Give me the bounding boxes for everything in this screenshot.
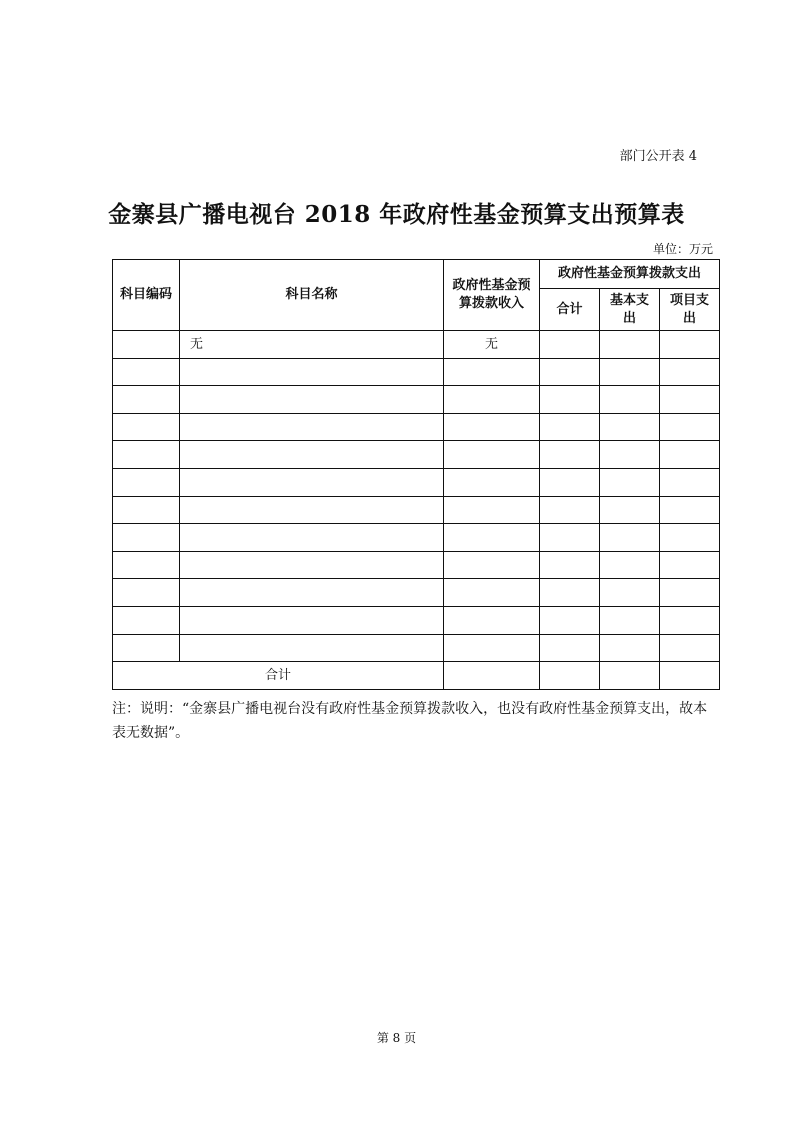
cell-total bbox=[540, 331, 600, 359]
cell-subject-name bbox=[180, 441, 444, 469]
cell-project-expenditure bbox=[660, 524, 720, 552]
cell-project-expenditure bbox=[660, 441, 720, 469]
cell-fund-income bbox=[444, 441, 540, 469]
cell-total bbox=[540, 606, 600, 634]
table-row bbox=[113, 331, 720, 359]
cell-subject-name bbox=[180, 634, 444, 662]
cell-fund-income: 无 bbox=[444, 331, 540, 359]
table-row bbox=[113, 468, 720, 496]
cell-subject-name bbox=[180, 551, 444, 579]
cell-basic-expenditure bbox=[600, 413, 660, 441]
total-row-label: 合计 bbox=[113, 662, 444, 690]
table-row bbox=[113, 579, 720, 607]
table-row bbox=[113, 524, 720, 552]
cell-subject-code bbox=[113, 441, 180, 469]
table-row bbox=[113, 551, 720, 579]
cell-basic-expenditure bbox=[600, 524, 660, 552]
cell-subject-code bbox=[113, 634, 180, 662]
cell-subject-name bbox=[180, 413, 444, 441]
cell-subject-name bbox=[180, 524, 444, 552]
cell-total bbox=[540, 579, 600, 607]
cell-basic-expenditure bbox=[600, 386, 660, 414]
table-row bbox=[113, 634, 720, 662]
cell-subject-code bbox=[113, 358, 180, 386]
cell-total bbox=[540, 634, 600, 662]
cell-subject-code bbox=[113, 551, 180, 579]
cell-fund-income bbox=[444, 579, 540, 607]
total-row-cell bbox=[660, 662, 720, 690]
cell-basic-expenditure bbox=[600, 606, 660, 634]
cell-project-expenditure bbox=[660, 551, 720, 579]
cell-fund-income bbox=[444, 634, 540, 662]
cell-fund-income bbox=[444, 524, 540, 552]
cell-subject-name bbox=[180, 358, 444, 386]
cell-subject-code bbox=[113, 496, 180, 524]
cell-basic-expenditure bbox=[600, 468, 660, 496]
cell-project-expenditure bbox=[660, 386, 720, 414]
cell-total bbox=[540, 524, 600, 552]
cell-fund-income bbox=[444, 358, 540, 386]
explanatory-note: 注：说明：“金寨县广播电视台没有政府性基金预算拨款收入，也没有政府性基金预算支出，故本表无数据”。 bbox=[112, 701, 708, 741]
cell-project-expenditure bbox=[660, 579, 720, 607]
header-subject-code: 科目编码 bbox=[113, 260, 180, 331]
unit-label: 单位：万元 bbox=[652, 242, 713, 256]
cell-subject-name bbox=[180, 606, 444, 634]
cell-total bbox=[540, 468, 600, 496]
header-fund-income: 政府性基金预算拨款收入 bbox=[444, 260, 540, 331]
cell-basic-expenditure bbox=[600, 441, 660, 469]
cell-total bbox=[540, 413, 600, 441]
cell-project-expenditure bbox=[660, 634, 720, 662]
cell-basic-expenditure bbox=[600, 579, 660, 607]
total-row bbox=[113, 662, 720, 690]
page-title: 金寨县广播电视台 2018 年政府性基金预算支出预算表 bbox=[108, 201, 685, 228]
cell-subject-name: 无 bbox=[180, 331, 444, 359]
cell-total bbox=[540, 441, 600, 469]
cell-basic-expenditure bbox=[600, 331, 660, 359]
table-row bbox=[113, 413, 720, 441]
cell-project-expenditure bbox=[660, 496, 720, 524]
cell-basic-expenditure bbox=[600, 496, 660, 524]
cell-project-expenditure bbox=[660, 413, 720, 441]
cell-subject-code bbox=[113, 579, 180, 607]
page-number: 第 8 页 bbox=[376, 1031, 417, 1045]
cell-subject-code bbox=[113, 606, 180, 634]
total-row-cell bbox=[444, 662, 540, 690]
budget-table bbox=[112, 259, 720, 690]
total-row-cell bbox=[540, 662, 600, 690]
table-body bbox=[113, 331, 720, 662]
cell-project-expenditure bbox=[660, 468, 720, 496]
cell-subject-code bbox=[113, 524, 180, 552]
cell-subject-name bbox=[180, 386, 444, 414]
header-fund-expenditure: 政府性基金预算拨款支出 bbox=[540, 260, 720, 289]
cell-total bbox=[540, 496, 600, 524]
table-row bbox=[113, 358, 720, 386]
table-row bbox=[113, 606, 720, 634]
table-row bbox=[113, 386, 720, 414]
table-row bbox=[113, 441, 720, 469]
cell-basic-expenditure bbox=[600, 634, 660, 662]
cell-fund-income bbox=[444, 468, 540, 496]
cell-subject-code bbox=[113, 468, 180, 496]
cell-total bbox=[540, 358, 600, 386]
cell-total bbox=[540, 386, 600, 414]
cell-subject-name bbox=[180, 496, 444, 524]
cell-project-expenditure bbox=[660, 606, 720, 634]
header-subject-name: 科目名称 bbox=[180, 260, 444, 331]
cell-fund-income bbox=[444, 606, 540, 634]
cell-subject-code bbox=[113, 386, 180, 414]
form-number-label: 部门公开表 4 bbox=[619, 149, 697, 164]
cell-fund-income bbox=[444, 496, 540, 524]
cell-project-expenditure bbox=[660, 358, 720, 386]
cell-subject-name bbox=[180, 579, 444, 607]
cell-total bbox=[540, 551, 600, 579]
cell-subject-name bbox=[180, 468, 444, 496]
cell-basic-expenditure bbox=[600, 358, 660, 386]
cell-subject-code bbox=[113, 413, 180, 441]
cell-fund-income bbox=[444, 551, 540, 579]
header-total: 合计 bbox=[540, 289, 600, 331]
cell-basic-expenditure bbox=[600, 551, 660, 579]
total-row-cell bbox=[600, 662, 660, 690]
header-project-expenditure: 项目支出 bbox=[660, 289, 720, 331]
cell-subject-code bbox=[113, 331, 180, 359]
cell-project-expenditure bbox=[660, 331, 720, 359]
table-row bbox=[113, 496, 720, 524]
header-basic-expenditure: 基本支出 bbox=[600, 289, 660, 331]
cell-fund-income bbox=[444, 413, 540, 441]
cell-fund-income bbox=[444, 386, 540, 414]
